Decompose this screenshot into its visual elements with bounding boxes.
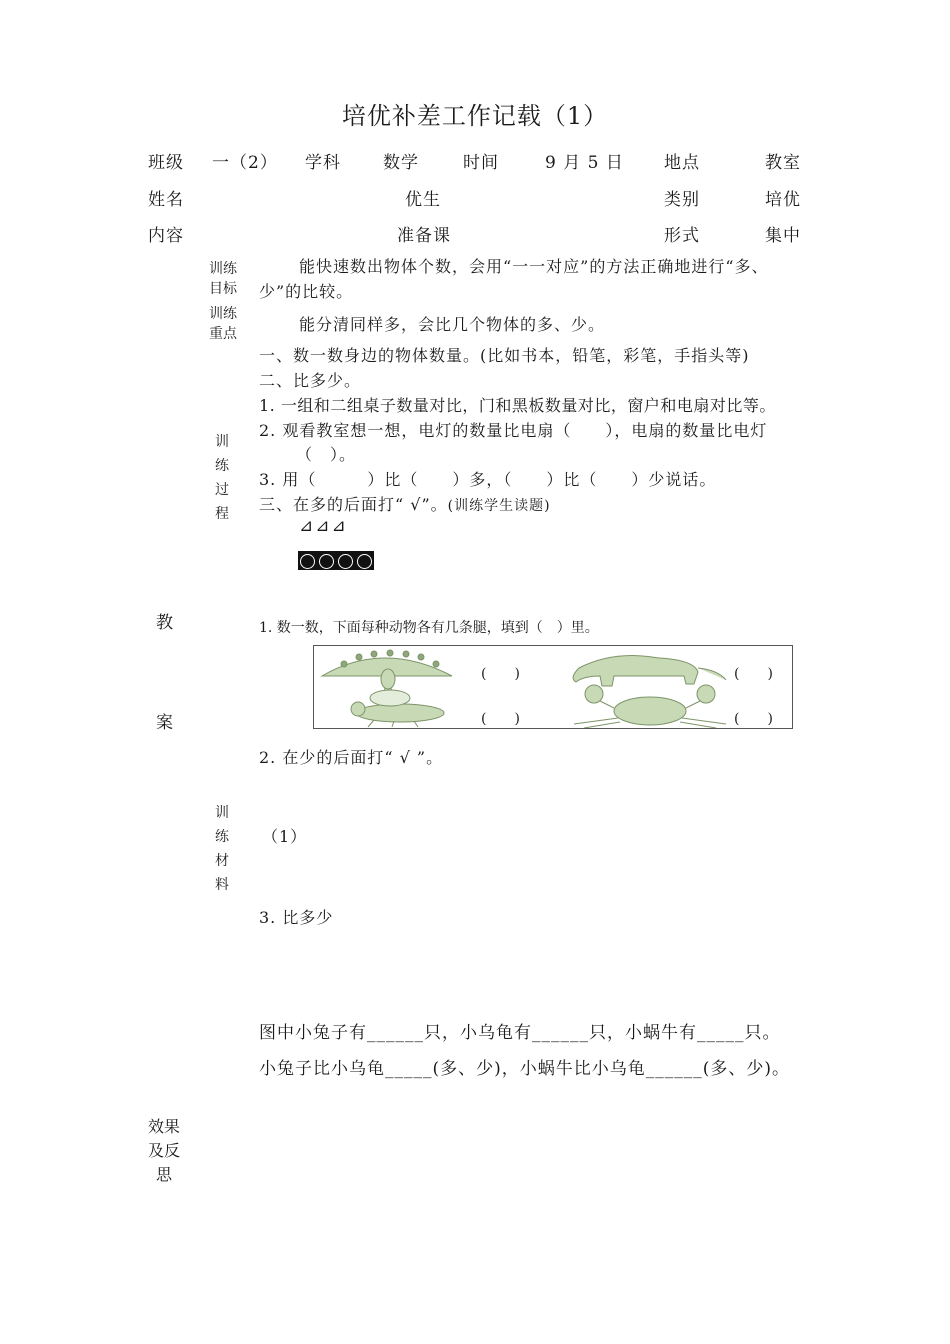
subject-label: 学科 xyxy=(305,153,341,173)
crab-icon xyxy=(574,685,726,728)
place-label: 地点 xyxy=(664,153,700,173)
process-line-2: 二、比多少。 xyxy=(259,371,362,390)
page-title: 培优补差工作记载（1） xyxy=(341,102,609,130)
class-label: 班级 xyxy=(148,153,184,173)
focus-text: 能分清同样多，会比几个物体的多、少。 xyxy=(299,315,606,334)
goal-side-label: 训练目标 xyxy=(209,261,237,297)
fill-line-1: 图中小兔子有______只，小乌龟有______只，小蜗牛有_____只。 xyxy=(259,1023,781,1043)
goal-text-line1: 能快速数出物体个数，会用“一一对应”的方法正确地进行“多、 xyxy=(299,257,769,276)
material-q2-sub: （1） xyxy=(262,827,308,846)
name-label: 姓名 xyxy=(148,190,184,210)
process-line-1: 一、数一数身边的物体数量。(比如书本，铅笔，彩笔，手指头等) xyxy=(259,346,750,365)
material-q2: 2. 在少的后面打“ √ ”。 xyxy=(259,748,444,767)
triangle-row: ⊿⊿⊿ xyxy=(299,516,348,536)
process-line-3: 1. 一组和二组桌子数量对比，门和黑板数量对比，窗户和电扇对比等。 xyxy=(259,396,776,415)
type-value: 培优 xyxy=(765,190,801,210)
goal-text-line2: 少”的比较。 xyxy=(259,282,354,301)
circle-row xyxy=(298,551,374,570)
place-value: 教室 xyxy=(765,153,801,173)
leg-count-blank: ( ) xyxy=(734,666,773,682)
focus-side-label: 训练重点 xyxy=(209,306,237,342)
process-side-label: 训练过程 xyxy=(215,434,229,522)
process-line-5: （ ）。 xyxy=(296,445,357,464)
leg-count-blank: ( ) xyxy=(481,711,520,727)
process-line-4: 2. 观看教室想一想，电灯的数量比电扇（ ），电扇的数量比电灯 xyxy=(259,421,768,440)
material-q3: 3. 比多少 xyxy=(259,908,334,927)
content-value: 准备课 xyxy=(397,226,451,246)
effect-side-label: 效果及反思 xyxy=(147,1117,180,1184)
subject-value: 数学 xyxy=(383,153,419,173)
leg-count-blank: ( ) xyxy=(481,666,520,682)
process-line-7-note: (训练学生读题) xyxy=(447,498,551,514)
fill-line-2: 小兔子比小乌龟_____(多、少)，小蜗牛比小乌龟______(多、少)。 xyxy=(259,1059,791,1079)
circle-icon xyxy=(300,554,315,569)
time-label: 时间 xyxy=(463,153,499,173)
class-value: 一（2） xyxy=(212,153,278,173)
material-q1: 1. 数一数，下面每种动物各有几条腿，填到（ ）里。 xyxy=(259,620,599,636)
leg-count-blank: ( ) xyxy=(734,711,773,727)
type-label: 类别 xyxy=(664,190,700,210)
peacock-icon xyxy=(322,650,452,696)
process-line-7 xyxy=(259,492,551,515)
jiao-side-label: 教 xyxy=(156,613,174,633)
form-label: 形式 xyxy=(664,226,700,246)
an-side-label: 案 xyxy=(156,713,174,733)
form-value: 集中 xyxy=(765,226,801,246)
circle-icon xyxy=(357,554,372,569)
content-label: 内容 xyxy=(148,226,184,246)
process-line-7-text: 三、在多的后面打“ √”。 xyxy=(259,495,448,514)
fly-icon xyxy=(351,690,444,727)
animal-picture xyxy=(313,645,793,729)
process-line-6: 3. 用（ ）比（ ）多，（ ）比（ ）少说话。 xyxy=(259,470,717,489)
circle-icon xyxy=(319,554,334,569)
circle-icon xyxy=(338,554,353,569)
name-value: 优生 xyxy=(405,190,441,210)
elephant-icon xyxy=(573,656,726,686)
time-value: 9 月 5 日 xyxy=(545,153,624,173)
material-side-label: 训练材料 xyxy=(215,805,229,893)
